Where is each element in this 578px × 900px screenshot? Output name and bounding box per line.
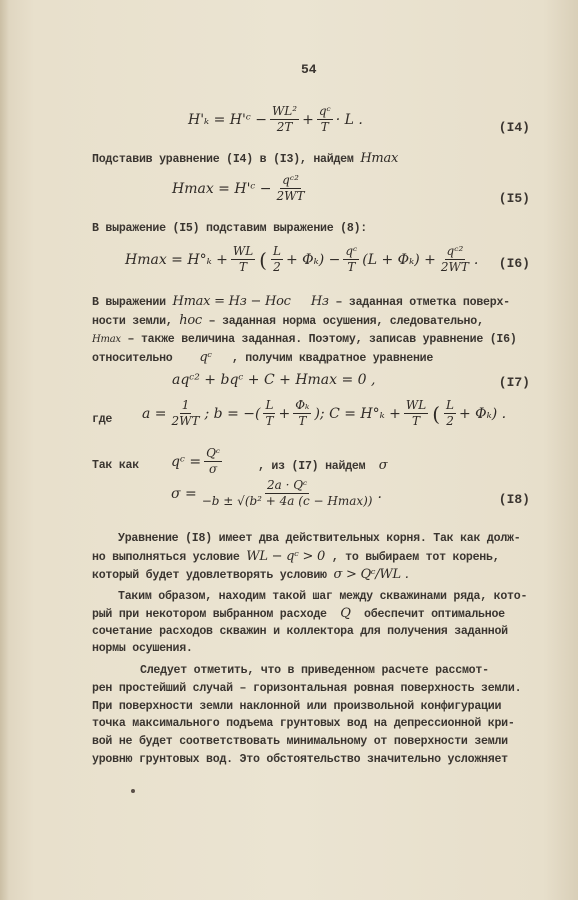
equation-17: aqᶜ² + bqᶜ + C + Hmax = 0 ,	[172, 372, 376, 388]
text-line-1: Подставив уравнение (I4) в (I3), найдем Hmax	[92, 151, 399, 166]
page-edge-shadow	[0, 0, 9, 900]
where-label: где	[92, 413, 113, 426]
equation-16: Hmax = H°ₖ + $\frac{WL}{T}$ ( $\frac{L}{2}$ + Φₖ) − $\frac{\text{qᶜ}}{T}$ (L + Φₖ) + $\frac{\text{qᶜ²}}{2WT}$ .	[125, 244, 479, 274]
text-line-3: В выражении Hmax = Hз − Hос Hз – заданная отметка поверх-	[92, 294, 510, 309]
eq14-frac2: $\frac{\text{qᶜ}}{T}$	[318, 104, 331, 134]
eq14-tail: · L .	[335, 111, 363, 128]
p3-line-2: рый при некотором выбранном расходе Q обеспечит оптимальное	[92, 606, 505, 621]
text-line-4: ности земли, hос – заданная норма осушения, следовательно,	[92, 313, 484, 328]
text-line-6: относительно qᶜ , получим квадратное уравнение	[92, 350, 434, 365]
p4-line-3: При поверхности земли наклонной или произвольной конфигурации	[92, 700, 502, 713]
p4-line-6: уровню грунтовых вод. Это обстоятельство значительно усложняет	[92, 753, 508, 766]
equation-15: Hmax = H'ᶜ − $\frac{\text{qᶜ²}}{2WT}$	[172, 173, 305, 203]
equation-definitions: a = $\frac{1}{2WT}$ ; b = −( $\frac{L}{T}$ + $\frac{\text{Φₖ}}{T}$ ); C = H°ₖ + $\frac{WL}{T}$ ( $\frac{L}{2}$ + Φₖ) .	[142, 398, 507, 428]
p2-line-1: Уравнение (I8) имеет два действительных корня. Так как долж-	[118, 532, 521, 545]
eq15-number: (I5)	[498, 191, 530, 206]
ink-speck	[131, 789, 135, 793]
eq18-frac: $\frac{\text{2a · Qᶜ}}{\text{−b ± √(b² + 4a (c − Hmax))}}$	[201, 478, 373, 508]
equation-14	[188, 104, 363, 135]
eq14-number: (I4)	[498, 120, 530, 135]
eq14-lhs: H'ₖ = H'ᶜ −	[188, 111, 267, 128]
p4-line-2: рен простейший случай – горизонтальная ровная поверхность земли.	[92, 682, 522, 695]
text-qc-tail: , из (I7) найдем σ	[258, 458, 388, 473]
since-label: Так как	[92, 459, 139, 472]
eq15-frac: $\frac{\text{qᶜ²}}{2WT}$	[276, 173, 305, 203]
eq16-number: (I6)	[498, 256, 530, 271]
p3-line-1: Таким образом, находим такой шаг между скважинами ряда, кото-	[118, 590, 528, 603]
eq14-frac1: $\frac{\text{WL²}}{2T}$	[271, 104, 298, 134]
p2-line-3: который будет удовлетворять условию σ > Qᶜ/WL .	[92, 567, 409, 582]
equation-qc: qᶜ = $\frac{\text{Qᶜ}}{\sigma}$	[171, 446, 221, 476]
eq18-number: (I8)	[498, 492, 530, 507]
page-number: 54	[301, 62, 317, 77]
eq17-number: (I7)	[498, 375, 530, 390]
p3-line-4: нормы осушения.	[92, 642, 193, 655]
p4-line-5: вой не будет соответствовать минимальному от поверхности земли	[92, 735, 508, 748]
equation-18: σ = $\frac{\text{2a · Qᶜ}}{\text{−b ± √(b² + 4a (c − Hmax))}}$ .	[171, 478, 382, 508]
text-line-2: В выражение (I5) подставим выражение (8):	[92, 222, 368, 235]
p4-line-4: точка максимального подъема грунтовых вод на депрессионной кри-	[92, 717, 515, 730]
eq14-plus: +	[302, 111, 314, 128]
p2-line-2: но выполняться условие WL − qᶜ > 0 , то выбираем тот корень,	[92, 549, 500, 564]
hmax-symbol: Hmax	[360, 151, 399, 166]
p3-line-3: сочетание расходов скважин и коллектора для получения заданной	[92, 625, 508, 638]
p4-line-1: Следует отметить, что в приведенном расчете рассмот-	[140, 664, 489, 677]
text-line-5: Hmax – также величина заданная. Поэтому, записав уравнение (I6)	[92, 333, 517, 346]
